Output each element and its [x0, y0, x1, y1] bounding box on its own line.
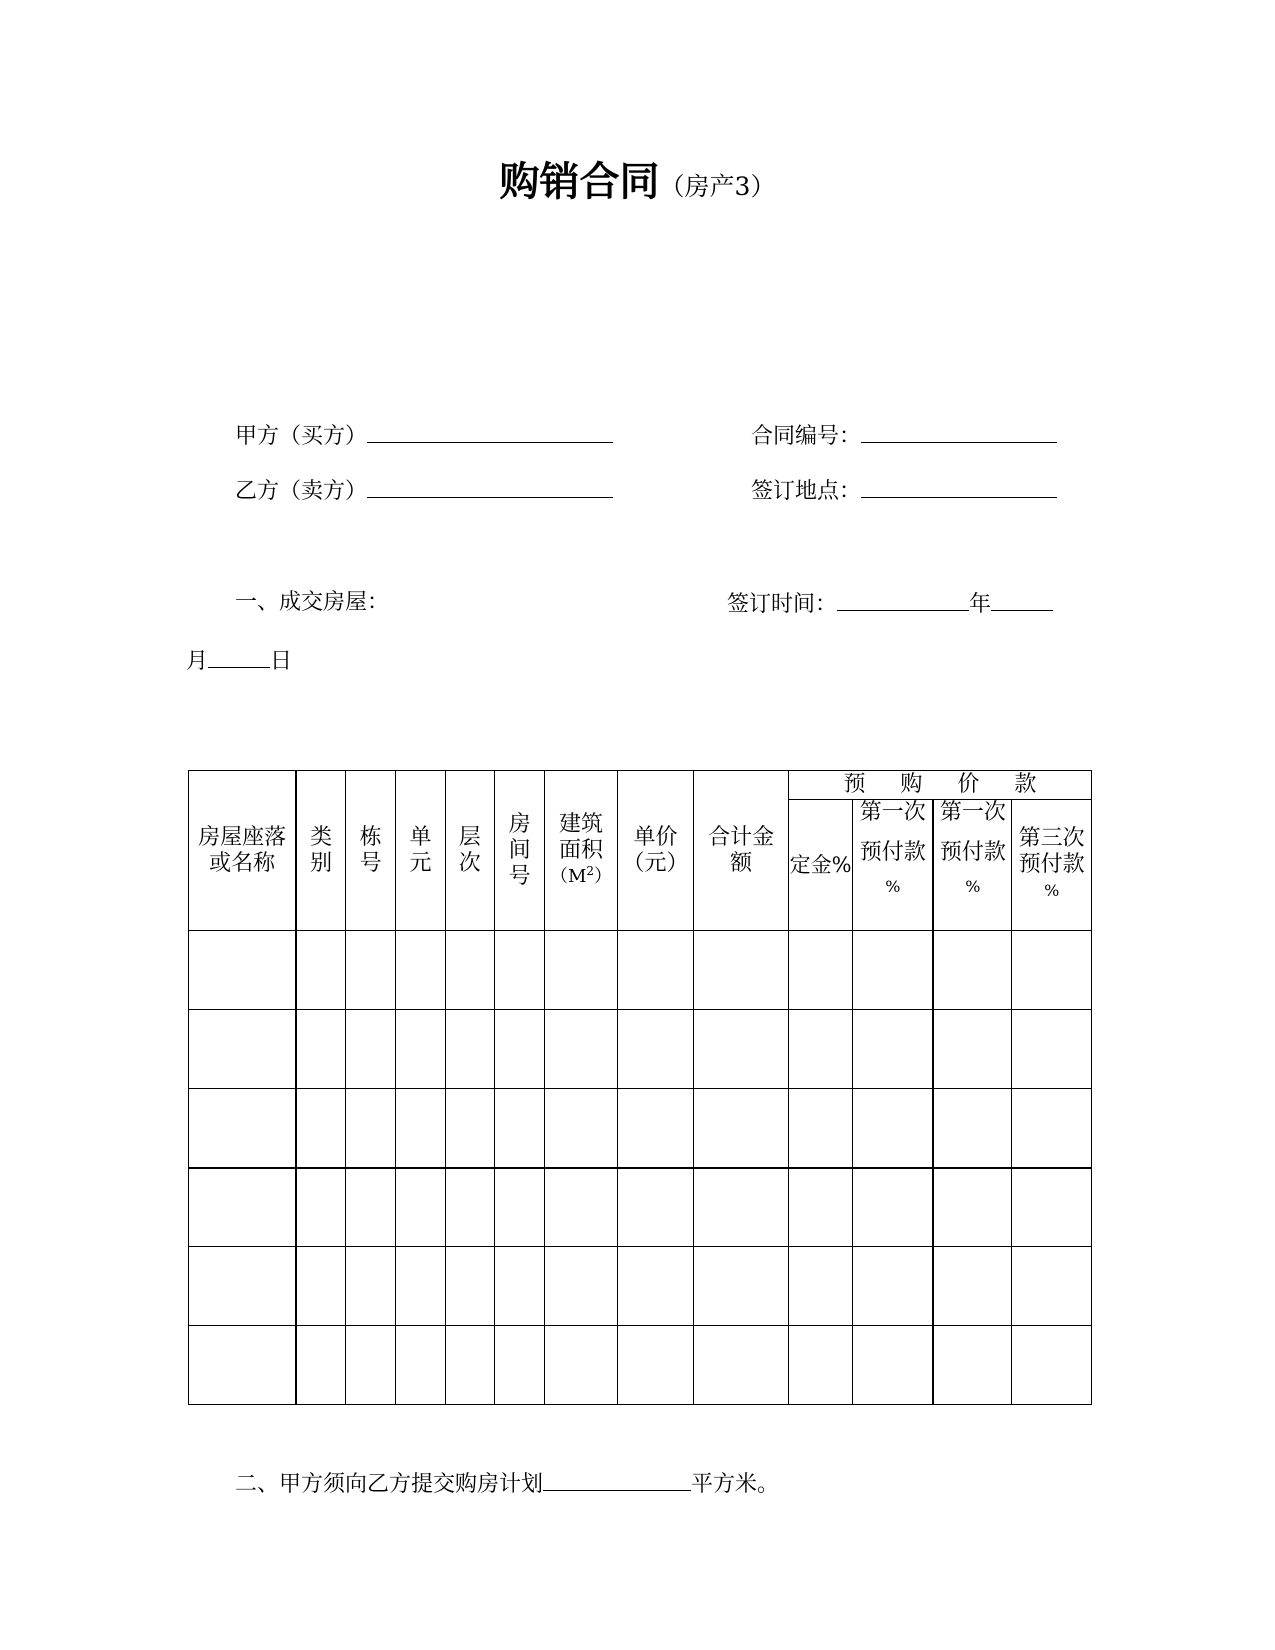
document-title — [0, 150, 1275, 207]
sign-year-field[interactable] — [837, 588, 969, 611]
table-cell[interactable] — [694, 1168, 789, 1247]
table-cell[interactable] — [296, 1326, 345, 1405]
table-cell[interactable] — [189, 1168, 297, 1247]
table-cell[interactable] — [617, 1326, 694, 1405]
table-cell[interactable] — [694, 931, 789, 1010]
table-cell[interactable] — [396, 1247, 445, 1326]
table-cell[interactable] — [545, 1089, 617, 1168]
table-cell[interactable] — [494, 931, 544, 1010]
table-cell[interactable] — [396, 1326, 445, 1405]
header-first-prepay: 第一次 预付款 % — [853, 800, 934, 931]
table-cell[interactable] — [494, 1247, 544, 1326]
table-body — [189, 931, 1092, 1405]
sign-place-row — [751, 475, 1057, 507]
table-cell[interactable] — [1012, 1089, 1092, 1168]
table-cell[interactable] — [694, 1326, 789, 1405]
table-cell[interactable] — [445, 1247, 494, 1326]
table-cell[interactable] — [189, 931, 297, 1010]
sign-day-field[interactable] — [208, 645, 270, 668]
party-a-field[interactable] — [367, 420, 613, 443]
table-cell[interactable] — [494, 1010, 544, 1089]
header-unit: 单 元 — [396, 771, 445, 931]
party-b-row — [235, 475, 613, 507]
table-cell[interactable] — [445, 1089, 494, 1168]
table-cell[interactable] — [617, 1168, 694, 1247]
table-cell[interactable] — [189, 1089, 297, 1168]
table-cell[interactable] — [694, 1010, 789, 1089]
table-row — [189, 1326, 1092, 1405]
house-table — [188, 770, 1092, 1405]
table-cell[interactable] — [853, 1010, 934, 1089]
table-cell[interactable] — [396, 1089, 445, 1168]
table-cell[interactable] — [296, 1089, 345, 1168]
table-row — [189, 931, 1092, 1010]
table-cell[interactable] — [853, 1247, 934, 1326]
section2-prefix: 二、甲方须向乙方提交购房计划 — [235, 1472, 544, 1497]
header-floor: 层 次 — [445, 771, 494, 931]
table-cell[interactable] — [494, 1089, 544, 1168]
table-cell[interactable] — [933, 1010, 1012, 1089]
table-cell[interactable] — [545, 1326, 617, 1405]
table-cell[interactable] — [788, 1247, 852, 1326]
section1-heading — [235, 588, 389, 618]
day-label: 日 — [270, 649, 293, 674]
table-cell[interactable] — [788, 1168, 852, 1247]
table-cell[interactable] — [1012, 931, 1092, 1010]
table-cell[interactable] — [346, 1089, 396, 1168]
table-cell[interactable] — [933, 1089, 1012, 1168]
header-second-prepay: 第一次 预付款 % — [933, 800, 1012, 931]
sign-time-row — [727, 588, 1053, 620]
table-cell[interactable] — [933, 1326, 1012, 1405]
header-third-prepay: 第三次 预付款 % — [1012, 800, 1092, 931]
table-cell[interactable] — [617, 1089, 694, 1168]
table-cell[interactable] — [1012, 1010, 1092, 1089]
table-cell[interactable] — [189, 1010, 297, 1089]
table-cell[interactable] — [296, 1010, 345, 1089]
section1-label: 一、成交房屋： — [235, 590, 390, 615]
table-cell[interactable] — [933, 1247, 1012, 1326]
table-cell[interactable] — [1012, 1326, 1092, 1405]
table-cell[interactable] — [445, 931, 494, 1010]
sign-place-field[interactable] — [861, 475, 1057, 498]
contract-no-field[interactable] — [861, 420, 1057, 443]
header-area: 建筑 面积 $(M^2)$ — [545, 771, 617, 931]
table-cell[interactable] — [545, 1010, 617, 1089]
table-cell[interactable] — [189, 1326, 297, 1405]
party-a-label: 甲方（买方） — [235, 424, 368, 449]
table-cell[interactable] — [853, 1168, 934, 1247]
sign-place-label: 签订地点： — [751, 479, 862, 504]
header-price: 单价 （元） — [617, 771, 694, 931]
table-cell[interactable] — [396, 1168, 445, 1247]
table-cell[interactable] — [396, 1010, 445, 1089]
table-cell[interactable] — [617, 931, 694, 1010]
table-row — [189, 1168, 1092, 1247]
table-cell[interactable] — [853, 1326, 934, 1405]
table-cell[interactable] — [1012, 1168, 1092, 1247]
title-main: 购销合同 — [499, 159, 660, 205]
table-row — [189, 1089, 1092, 1168]
table-cell[interactable] — [494, 1168, 544, 1247]
month-label: 月 — [186, 649, 209, 674]
contract-no-row — [751, 420, 1057, 452]
table-cell[interactable] — [788, 931, 852, 1010]
table-cell[interactable] — [694, 1247, 789, 1326]
party-b-label: 乙方（卖方） — [235, 479, 368, 504]
table-cell[interactable] — [346, 1168, 396, 1247]
contract-no-label: 合同编号： — [751, 424, 862, 449]
table-cell[interactable] — [853, 931, 934, 1010]
table-cell[interactable] — [445, 1010, 494, 1089]
header-total: 合计金 额 — [694, 771, 789, 931]
table-cell[interactable] — [296, 1247, 345, 1326]
table-cell[interactable] — [346, 1247, 396, 1326]
table-cell[interactable] — [494, 1326, 544, 1405]
table-cell[interactable] — [445, 1168, 494, 1247]
header-room: 房 间 号 — [494, 771, 544, 931]
header-building: 栋 号 — [346, 771, 396, 931]
table-cell[interactable] — [296, 931, 345, 1010]
table-cell[interactable] — [545, 1168, 617, 1247]
table-cell[interactable] — [617, 1247, 694, 1326]
table-row — [189, 1010, 1092, 1089]
table-cell[interactable] — [346, 1010, 396, 1089]
table-cell[interactable] — [189, 1247, 297, 1326]
sign-time-label: 签订时间： — [727, 592, 838, 617]
table-cell[interactable] — [346, 1326, 396, 1405]
title-sub: （房产3） — [659, 172, 776, 201]
table-cell[interactable] — [788, 1010, 852, 1089]
header-deposit: 定金% — [788, 800, 852, 931]
plan-area-field[interactable] — [543, 1468, 691, 1491]
header-type: 类 别 — [296, 771, 345, 931]
table-cell[interactable] — [296, 1168, 345, 1247]
header-location: 房屋座落 或名称 — [189, 771, 297, 931]
table-cell[interactable] — [694, 1089, 789, 1168]
sign-time-row-cont — [186, 645, 292, 677]
party-a-row — [235, 420, 613, 452]
table-cell[interactable] — [617, 1010, 694, 1089]
table-row — [189, 1247, 1092, 1326]
table-cell[interactable] — [788, 1326, 852, 1405]
table-cell[interactable] — [1012, 1247, 1092, 1326]
section2-row — [235, 1468, 779, 1500]
table-cell[interactable] — [545, 931, 617, 1010]
table-cell[interactable] — [396, 931, 445, 1010]
party-b-field[interactable] — [367, 475, 613, 498]
table-header-row — [189, 771, 1092, 800]
table-cell[interactable] — [933, 931, 1012, 1010]
section2-suffix: 平方米。 — [691, 1472, 780, 1497]
table-cell[interactable] — [445, 1326, 494, 1405]
table-cell[interactable] — [346, 931, 396, 1010]
table-cell[interactable] — [933, 1168, 1012, 1247]
table-cell[interactable] — [545, 1247, 617, 1326]
header-prepayment-group: 预 购 价 款 — [788, 771, 1091, 800]
table-cell[interactable] — [853, 1089, 934, 1168]
sign-month-field[interactable] — [991, 588, 1053, 611]
year-label: 年 — [969, 592, 992, 617]
table-cell[interactable] — [788, 1089, 852, 1168]
